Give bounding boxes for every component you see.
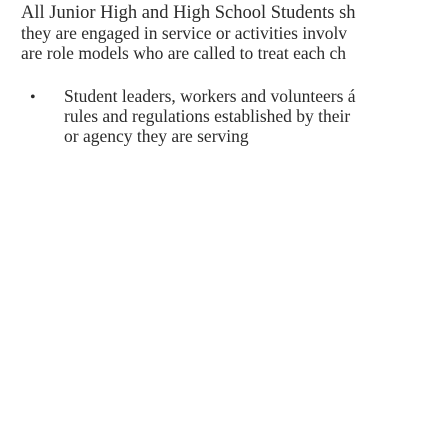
paragraph-line: they are engaged in service or activities involv — [21, 23, 348, 43]
bullet-text-line: or agency they are serving — [64, 126, 249, 146]
bullet-marker: • — [30, 89, 36, 106]
paragraph-line: are role models who are called to treat each ch — [21, 43, 347, 63]
bullet-text-line: Student leaders, workers and volunteers á — [64, 86, 356, 106]
bullet-text-line: rules and regulations established by their — [64, 106, 351, 126]
paragraph-line: All Junior High and High School Students sh — [21, 3, 356, 23]
